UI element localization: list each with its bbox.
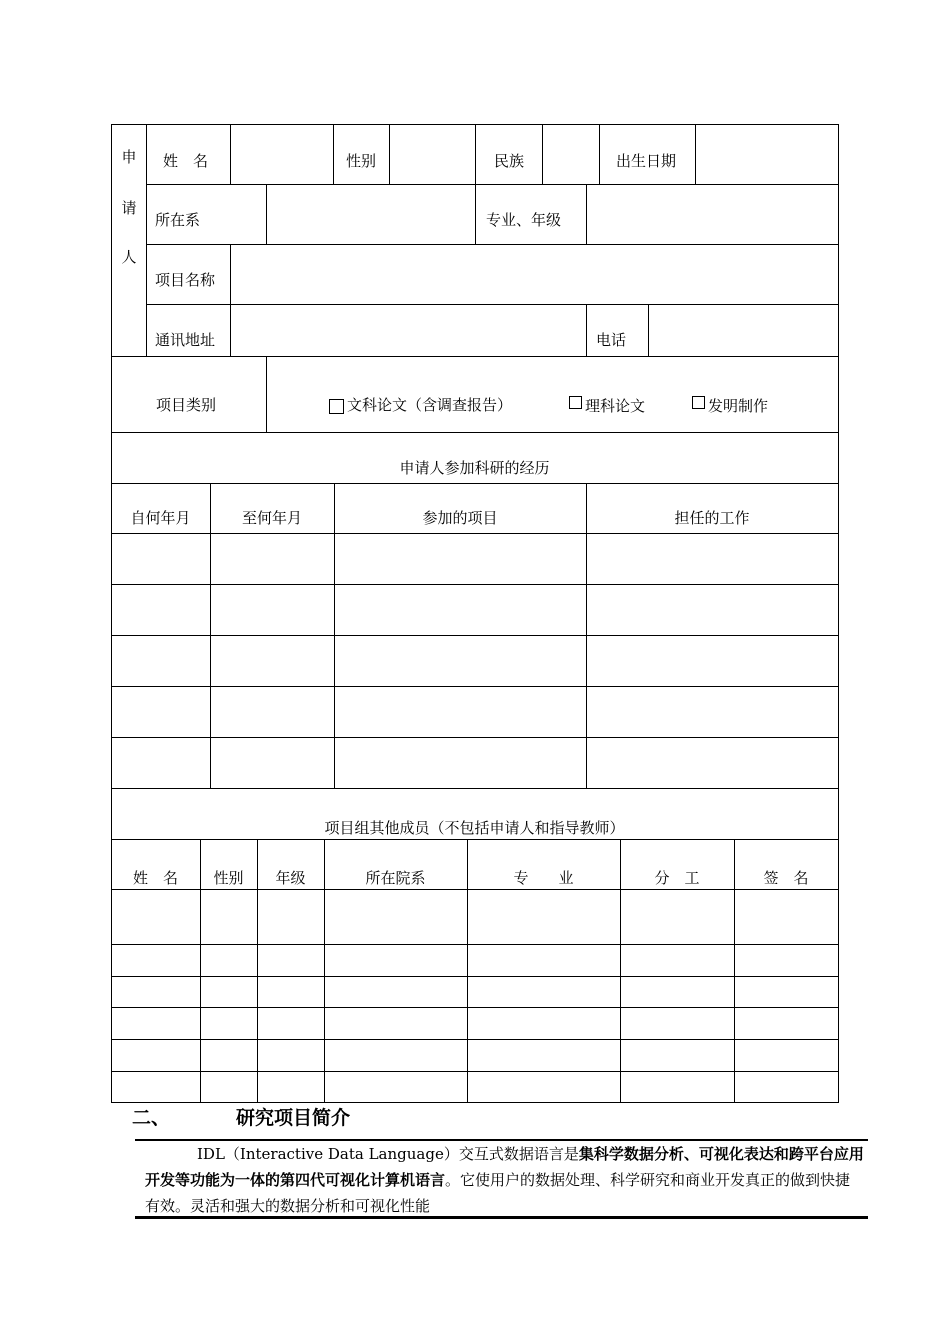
col-divider xyxy=(586,184,587,244)
major-year-label: 专业、年级 xyxy=(486,211,562,229)
row-divider xyxy=(111,686,838,687)
col-divider xyxy=(266,184,267,244)
row-divider xyxy=(111,737,838,738)
experience-header-to: 至何年月 xyxy=(241,509,302,527)
row-divider xyxy=(146,304,838,305)
checkbox-icon[interactable] xyxy=(569,396,582,409)
project-intro-paragraph: IDL（Interactive Data Language）交互式数据语言是集科学数据分析、可视化表达和跨平台应用开发等功能为一体的第四代可视化计算机语言。它使用户的数据处理、科学研究和商业开发真正的做到快捷有效。灵活和强大的数据分析和可视化性能 xyxy=(145,1145,864,1215)
row-divider xyxy=(111,1007,838,1008)
row-divider xyxy=(111,889,838,890)
application-form-table: 申 请 人 姓 名 性别 民族 出生日期 所在系 专业、年级 项目名称 通讯地址 电话 项目类别 文科论文（含调查报告） 理科论文 发明制作 申请人参加科研的经历 自何年月 至何年月 参加的项目 担任的工作 项目组其他成员（不包括申请人和指导教师） 姓 名 性别 年级 所在院系 专 业 分 工 签 名 xyxy=(0,0,950,1110)
table-border-right xyxy=(838,124,839,1103)
row-divider xyxy=(111,432,838,433)
members-header-signature: 签 名 xyxy=(763,869,809,887)
experience-header-from: 自何年月 xyxy=(130,509,191,527)
section-heading xyxy=(132,1103,350,1130)
col-divider xyxy=(695,124,696,184)
department-label: 所在系 xyxy=(155,211,201,229)
col-divider xyxy=(230,244,231,356)
col-divider xyxy=(599,124,600,184)
row-divider xyxy=(111,483,838,484)
table-border-left xyxy=(111,124,112,1103)
section-title: 研究项目简介 xyxy=(236,1107,351,1129)
row-divider xyxy=(111,533,838,534)
experience-header-role: 担任的工作 xyxy=(674,509,750,527)
row-divider xyxy=(111,584,838,585)
row-divider xyxy=(146,184,838,185)
members-header-grade: 年级 xyxy=(275,869,306,887)
phone-label: 电话 xyxy=(596,331,627,349)
col-divider xyxy=(210,483,211,788)
members-header-major: 专 业 xyxy=(513,869,574,887)
col-divider xyxy=(389,124,390,184)
category-label: 项目类别 xyxy=(156,396,217,414)
members-header-name: 姓 名 xyxy=(132,869,178,887)
row-divider xyxy=(111,635,838,636)
col-divider xyxy=(334,483,335,788)
col-divider xyxy=(333,124,334,184)
members-header-gender: 性别 xyxy=(213,869,244,887)
members-title: 项目组其他成员（不包括申请人和指导教师） xyxy=(324,819,625,837)
row-divider xyxy=(111,1039,838,1040)
row-divider xyxy=(146,244,838,245)
section-rule-bottom xyxy=(135,1216,868,1219)
row-divider xyxy=(111,1071,838,1072)
section-number: 二、 xyxy=(132,1107,171,1129)
experience-header-project: 参加的项目 xyxy=(422,509,498,527)
birthdate-label: 出生日期 xyxy=(616,152,677,170)
row-divider xyxy=(111,788,838,789)
col-divider xyxy=(586,483,587,788)
row-divider xyxy=(111,356,838,357)
gender-label: 性别 xyxy=(346,152,377,170)
ethnicity-label: 民族 xyxy=(494,152,525,170)
address-label: 通讯地址 xyxy=(155,331,216,349)
col-divider xyxy=(542,124,543,184)
col-divider xyxy=(266,356,267,432)
checkbox-icon[interactable] xyxy=(692,396,705,409)
category-option-invention[interactable]: 发明制作 xyxy=(692,396,768,415)
checkbox-icon[interactable] xyxy=(329,399,344,414)
col-divider xyxy=(475,124,476,244)
row-divider xyxy=(111,976,838,977)
category-option-science[interactable]: 理科论文 xyxy=(569,396,645,415)
col-divider xyxy=(586,304,587,356)
name-label: 姓 名 xyxy=(163,152,209,170)
col-divider xyxy=(648,304,649,356)
row-divider xyxy=(111,839,838,840)
category-option-liberal-arts[interactable]: 文科论文（含调查报告） xyxy=(329,396,512,414)
members-header-duty: 分 工 xyxy=(654,869,700,887)
row-divider xyxy=(111,944,838,945)
col-divider xyxy=(146,124,147,356)
experience-title: 申请人参加科研的经历 xyxy=(399,459,550,477)
members-header-department: 所在院系 xyxy=(365,869,426,887)
col-divider xyxy=(230,124,231,184)
project-name-label: 项目名称 xyxy=(155,271,216,289)
